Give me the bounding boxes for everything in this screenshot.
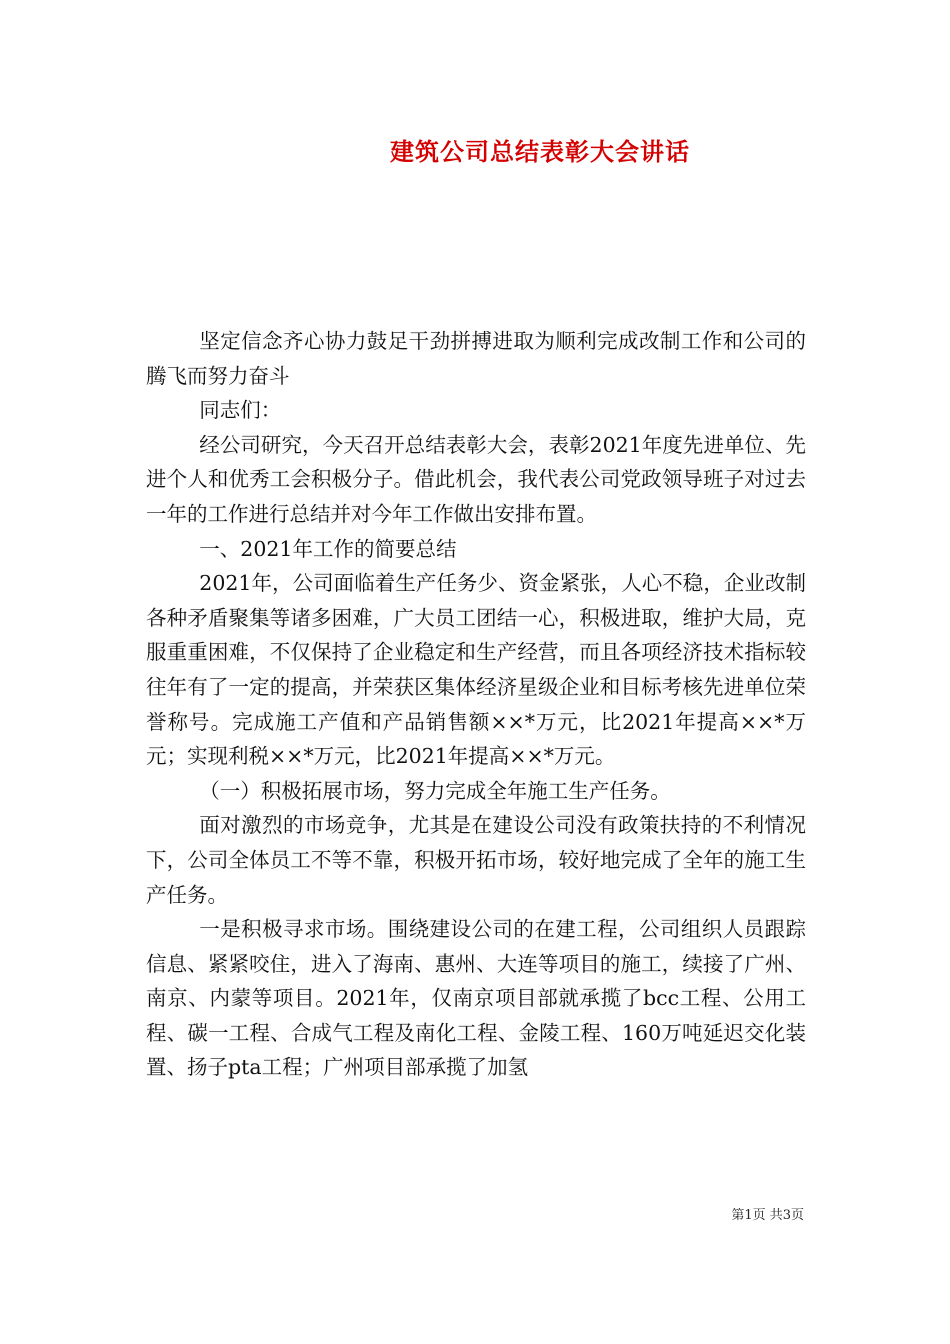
market-paragraph: 面对激烈的市场竞争，尤其是在建设公司没有政策扶持的不利情况下，公司全体员工不等不靠，积极开拓市场，较好地完成了全年的施工生产任务。 xyxy=(146,813,806,907)
page-number: 第1页 共3页 xyxy=(731,1208,804,1223)
intro-paragraph: 经公司研究，今天召开总结表彰大会，表彰2021年度先进单位、先进个人和优秀工会积极分子。借此机会，我代表公司党政领导班子对过去一年的工作进行总结并对今年工作做出安排布置。 xyxy=(146,432,806,526)
salutation-paragraph: 同志们： xyxy=(199,398,282,423)
subtitle-paragraph: 坚定信念齐心协力鼓足干劲拼搏进取为顺利完成改制工作和公司的腾飞而努力奋斗 xyxy=(146,329,806,388)
detail-paragraph: 一是积极寻求市场。围绕建设公司的在建工程，公司组织人员跟踪信息、紧紧咬住，进入了海南、惠州、大连等项目的施工，续接了广州、南京、内蒙等项目。2021年，仅南京项目部就承揽了bcc工程、公用工程、碳一工程、合成气工程及南化工程、金陵工程、160万吨延迟交化装置、扬子pta工程；广州项目部承揽了加氢 xyxy=(146,917,806,1080)
subsection-heading: （一）积极拓展市场，努力完成全年施工生产任务。 xyxy=(199,778,671,803)
section-heading: 一、2021年工作的简要总结 xyxy=(199,536,457,561)
summary-paragraph: 2021年，公司面临着生产任务少、资金紧张，人心不稳，企业改制各种矛盾聚集等诸多困难，广大员工团结一心，积极进取，维护大局，克服重重困难，不仅保持了企业稳定和生产经营，而且各项经济技术指标较往年有了一定的提高，并荣获区集体经济星级企业和目标考核先进单位荣誉称号。完成施工产值和产品销售额××*万元，比2021年提高××*万元；实现利税××*万元，比2021年提高××*万元。 xyxy=(146,571,806,769)
document-body xyxy=(146,324,806,1085)
document-title: 建筑公司总结表彰大会讲话 xyxy=(390,138,690,166)
